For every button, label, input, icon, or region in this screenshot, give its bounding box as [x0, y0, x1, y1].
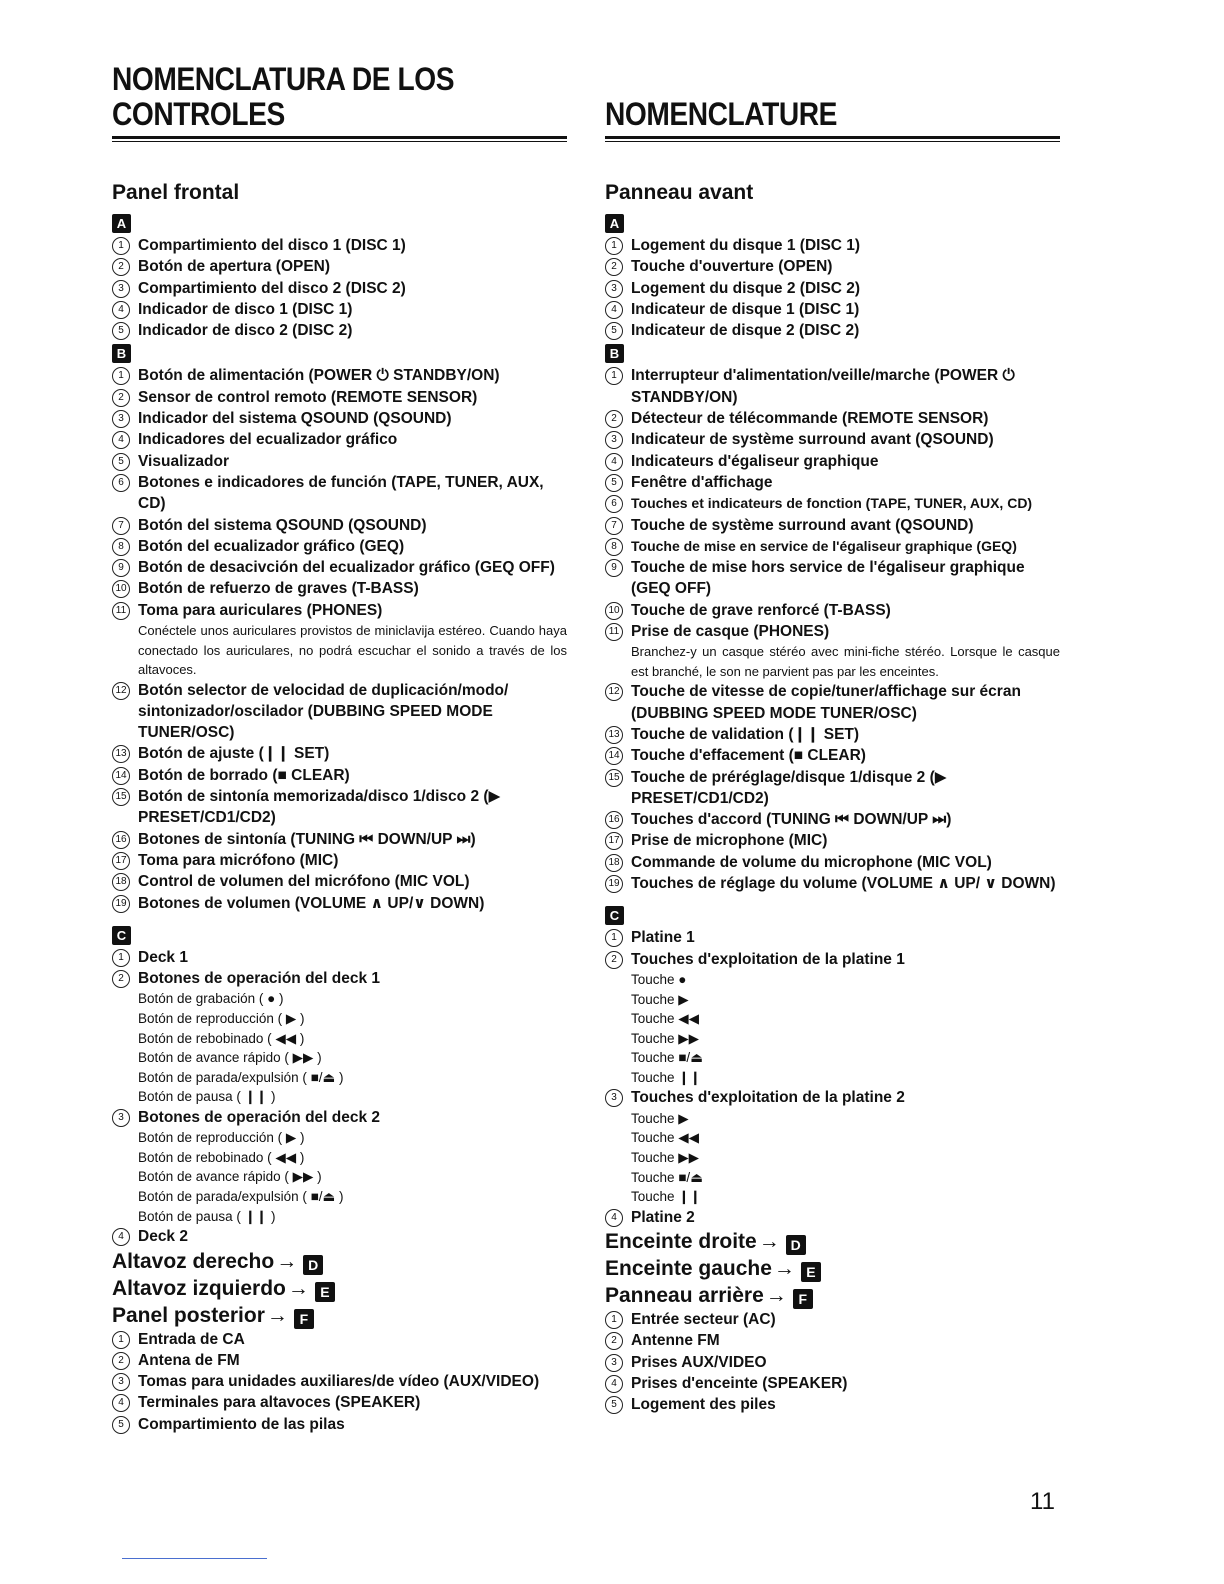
item-number: 19 — [605, 875, 623, 893]
list-item — [112, 408, 567, 429]
list-item — [605, 621, 1060, 642]
list-item — [605, 1309, 1060, 1330]
item-number: 12 — [112, 682, 130, 700]
item-text: Touche de mise en service de l'égaliseur graphique (GEQ) — [631, 537, 1017, 554]
item-text: Compartimiento del disco 2 (DISC 2) — [138, 279, 406, 297]
deck-button-label: Touche ▶▶ — [631, 1149, 700, 1165]
item-number: 2 — [112, 258, 130, 276]
list-item — [605, 320, 1060, 341]
spanish-title-rule-thin — [112, 141, 567, 142]
item-text: Antena de FM — [138, 1351, 240, 1369]
item-text: Indicateurs d'égaliseur graphique — [631, 452, 879, 470]
spanish-front-heading: Panel frontal — [112, 181, 240, 204]
list-item — [605, 1373, 1060, 1394]
item-text: Deck 1 — [138, 948, 188, 966]
item-text: Indicador del sistema QSOUND (QSOUND) — [138, 410, 452, 428]
item-number: 2 — [605, 951, 623, 969]
item-text: Botones de sintonía (TUNING ⏮ DOWN/UP ⏭) — [138, 830, 476, 848]
list-item — [112, 578, 567, 599]
item-text: Platine 1 — [631, 929, 695, 947]
list-item — [112, 256, 567, 277]
item-text: Prise de microphone (MIC) — [631, 832, 828, 850]
spanish-rear-list — [112, 1329, 567, 1435]
list-item — [112, 387, 567, 408]
list-item — [112, 1226, 567, 1247]
item-number: 6 — [605, 495, 623, 513]
item-number: 1 — [112, 1331, 130, 1349]
spanish-rear-panel-heading — [112, 1302, 567, 1329]
heading-text: Altavoz izquierdo — [112, 1276, 286, 1300]
ref-e-label: E — [315, 1282, 335, 1302]
list-item — [112, 1371, 567, 1392]
item-number: 5 — [605, 322, 623, 340]
spanish-column — [112, 62, 567, 1435]
item-text: Commande de volume du microphone (MIC VOL) — [631, 853, 992, 871]
list-item — [605, 927, 1060, 948]
item-text: Entrada de CA — [138, 1330, 245, 1348]
list-item — [605, 830, 1060, 851]
item-number: 18 — [112, 873, 130, 891]
item-text: Touches d'exploitation de la platine 1 — [631, 950, 905, 968]
item-number: 15 — [112, 788, 130, 806]
deck-button-label: Touche ❙❙ — [631, 1189, 701, 1205]
group-c-label: C — [605, 906, 624, 925]
deck-button-label: Botón de reproducción ( ▶ ) — [138, 1011, 305, 1026]
list-item — [112, 1329, 567, 1350]
item-text: Touches d'accord (TUNING ⏮ DOWN/UP ⏭) — [631, 811, 952, 829]
list-item — [112, 320, 567, 341]
list-item — [112, 850, 567, 871]
item-text: Visualizador — [138, 452, 230, 470]
item-number: 3 — [605, 1089, 623, 1107]
item-text: Prise de casque (PHONES) — [631, 623, 830, 641]
item-text: Botón de borrado (■ CLEAR) — [138, 766, 350, 784]
list-item — [605, 278, 1060, 299]
list-item — [112, 299, 567, 320]
french-title-rule-thin — [605, 141, 1060, 142]
deck-button-label: Botón de parada/expulsión ( ■/⏏ ) — [138, 1189, 344, 1205]
item-text: Touche d'ouverture (OPEN) — [631, 258, 833, 276]
item-number: 2 — [112, 970, 130, 988]
list-item — [605, 724, 1060, 745]
spanish-group-a-list — [112, 235, 567, 341]
arrow-right-icon: → — [758, 1230, 780, 1254]
list-item — [605, 949, 1060, 970]
list-item — [605, 493, 1060, 514]
item-text: Entrée secteur (AC) — [631, 1311, 776, 1329]
group-b-label: B — [605, 344, 624, 363]
item-text: Indicateur de disque 2 (DISC 2) — [631, 322, 860, 340]
item-text: Tomas para unidades auxiliares/de vídeo (AUX/VIDEO) — [138, 1373, 540, 1391]
heading-text: Panel posterior — [112, 1303, 265, 1327]
item-text: Control de volumen del micrófono (MIC VOL) — [138, 873, 470, 891]
french-group-a-list — [605, 235, 1060, 341]
list-item — [605, 451, 1060, 472]
french-title-spacer — [605, 62, 1005, 97]
item-text: Indicador de disco 1 (DISC 1) — [138, 300, 353, 318]
item-number: 16 — [112, 831, 130, 849]
list-item — [112, 743, 567, 764]
arrow-right-icon: → — [266, 1303, 288, 1327]
item-text: Botón selector de velocidad de duplicación/modo/ sintonizador/oscilador (DUBBING SPEED MODE TUNER/OSC) — [138, 681, 509, 742]
list-item — [112, 472, 567, 515]
deck-button-label: Botón de pausa ( ❙❙ ) — [138, 1089, 276, 1105]
list-item — [112, 557, 567, 578]
item-number: 3 — [112, 1109, 130, 1127]
item-text: Logement du disque 1 (DISC 1) — [631, 237, 861, 254]
item-number: 9 — [112, 559, 130, 577]
item-number: 4 — [112, 1394, 130, 1412]
item-number: 3 — [112, 280, 130, 298]
item-number: 5 — [112, 453, 130, 471]
list-item — [605, 873, 1060, 894]
group-b-label: B — [112, 344, 131, 363]
deck-button-label: Touche ◀◀ — [631, 1011, 700, 1027]
ref-d-label: D — [786, 1235, 806, 1255]
list-item — [605, 472, 1060, 493]
item-text: Botones de operación del deck 2 — [138, 1108, 381, 1126]
french-group-c-list — [605, 927, 1060, 1228]
item-text: Platine 2 — [631, 1208, 695, 1226]
item-number: 1 — [605, 929, 623, 947]
french-rear-list — [605, 1309, 1060, 1415]
item-number: 2 — [112, 1352, 130, 1370]
phones-note: Branchez-y un casque stéréo avec mini-fiche stéréo. Lorsque le casque est branché, le son ne parvient pas par les enceintes. — [631, 644, 1060, 679]
item-number: 4 — [605, 453, 623, 471]
item-text: Botones e indicadores de función (TAPE, TUNER, AUX, CD) — [138, 473, 544, 513]
item-number: 5 — [605, 474, 623, 492]
item-number: 3 — [605, 1354, 623, 1372]
list-item — [605, 557, 1060, 600]
item-number: 11 — [112, 602, 130, 620]
spanish-title-line2: CONTROLES — [112, 96, 285, 132]
list-item — [605, 515, 1060, 536]
item-text: Botones de operación del deck 1 — [138, 970, 381, 988]
item-number: 17 — [605, 832, 623, 850]
item-text: Compartimiento del disco 1 (DISC 1) — [138, 237, 406, 254]
item-text: Touche de préréglage/disque 1/disque 2 (▶ PRESET/CD1/CD2) — [631, 768, 947, 807]
deck-button-label: Touche ■/⏏ — [631, 1169, 703, 1185]
list-item — [605, 809, 1060, 830]
ref-e-label: E — [801, 1262, 821, 1282]
french-title-text: NOMENCLATURE — [605, 96, 837, 132]
item-number: 9 — [605, 559, 623, 577]
deck-button-label: Botón de grabación ( ● ) — [138, 991, 284, 1007]
french-right-speaker-heading — [605, 1228, 1060, 1255]
french-column — [605, 62, 1060, 1416]
item-text: Touche de système surround avant (QSOUND) — [631, 516, 974, 534]
deck-button-label: Botón de reproducción ( ▶ ) — [138, 1130, 305, 1146]
item-text: Touches et indicateurs de fonction (TAPE, TUNER, AUX, CD) — [631, 495, 1033, 512]
item-number: 4 — [112, 431, 130, 449]
item-text: Indicateur de système surround avant (QSOUND) — [631, 431, 994, 449]
item-number: 4 — [605, 1209, 623, 1227]
item-text: Botón de alimentación (POWER ⏻ STANDBY/ON) — [138, 367, 500, 385]
item-text: Prises AUX/VIDEO — [631, 1353, 767, 1371]
item-text: Touche d'effacement (■ CLEAR) — [631, 747, 866, 765]
ref-f-label: F — [793, 1289, 813, 1309]
item-number: 15 — [605, 769, 623, 787]
list-item — [112, 278, 567, 299]
item-text: Antenne FM — [631, 1332, 720, 1350]
item-text: Indicadores del ecualizador gráfico — [138, 431, 398, 449]
list-item — [112, 786, 567, 829]
item-text: Toma para auriculares (PHONES) — [138, 601, 383, 619]
item-number: 2 — [112, 389, 130, 407]
item-number: 3 — [112, 1373, 130, 1391]
list-item — [605, 681, 1060, 724]
list-item — [605, 600, 1060, 621]
list-item — [605, 408, 1060, 429]
heading-text: Panneau arrière — [605, 1284, 764, 1308]
spanish-group-b-list — [112, 365, 567, 913]
list-item — [112, 451, 567, 472]
list-item — [112, 1350, 567, 1371]
deck-button-label: Botón de parada/expulsión ( ■/⏏ ) — [138, 1069, 344, 1085]
item-number: 2 — [605, 258, 623, 276]
item-text: Logement des piles — [631, 1396, 776, 1414]
list-item — [605, 365, 1060, 408]
item-text: Touche de validation (❙❙ SET) — [631, 725, 860, 743]
item-number: 5 — [112, 322, 130, 340]
list-item — [605, 1394, 1060, 1415]
deck-button-label: Botón de avance rápido ( ▶▶ ) — [138, 1050, 322, 1066]
item-number: 4 — [605, 1375, 623, 1393]
deck-button-label: Touche ❙❙ — [631, 1069, 701, 1085]
group-a-label: A — [112, 214, 131, 233]
list-item — [605, 299, 1060, 320]
deck-button-label: Touche ▶ — [631, 991, 689, 1007]
french-front-heading: Panneau avant — [605, 181, 754, 204]
item-number: 8 — [605, 538, 623, 556]
french-rear-panel-heading — [605, 1282, 1060, 1309]
item-text: Fenêtre d'affichage — [631, 473, 773, 491]
list-item — [112, 1392, 567, 1413]
item-number: 7 — [112, 517, 130, 535]
list-item — [605, 1207, 1060, 1228]
item-number: 13 — [112, 745, 130, 763]
item-text: Botón de ajuste (❙❙ SET) — [138, 745, 330, 763]
item-text: Touches de réglage du volume (VOLUME ∧ UP/ ∨ DOWN) — [631, 875, 1056, 893]
list-item — [112, 235, 567, 256]
item-text: Sensor de control remoto (REMOTE SENSOR) — [138, 388, 478, 406]
item-number: 4 — [605, 301, 623, 319]
item-number: 10 — [605, 602, 623, 620]
item-text: Toma para micrófono (MIC) — [138, 851, 339, 869]
deck-button-label: Botón de rebobinado ( ◀◀ ) — [138, 1030, 305, 1046]
footer-rule — [122, 1558, 267, 1559]
arrow-right-icon: → — [276, 1249, 298, 1273]
item-number: 14 — [605, 747, 623, 765]
heading-text: Enceinte droite — [605, 1230, 757, 1254]
item-text: Botón de apertura (OPEN) — [138, 258, 331, 276]
list-item — [112, 765, 567, 786]
spanish-title — [112, 62, 512, 134]
item-number: 1 — [605, 367, 623, 385]
list-item — [605, 1352, 1060, 1373]
item-text: Interrupteur d'alimentation/veille/marche (POWER ⏻ STANDBY/ON) — [631, 367, 1015, 406]
group-a-label: A — [605, 214, 624, 233]
list-item — [112, 429, 567, 450]
item-text: Compartimiento de las pilas — [138, 1415, 345, 1433]
deck-button-label: Botón de avance rápido ( ▶▶ ) — [138, 1169, 322, 1185]
deck-button-label: Touche ◀◀ — [631, 1130, 700, 1146]
item-number: 3 — [112, 410, 130, 428]
spanish-group-c-list — [112, 947, 567, 1248]
list-item — [112, 365, 567, 386]
heading-text: Altavoz derecho — [112, 1249, 275, 1273]
item-number: 2 — [605, 410, 623, 428]
list-item — [112, 536, 567, 557]
item-number: 17 — [112, 852, 130, 870]
phones-note: Conéctele unos auriculares provistos de miniclavija estéreo. Cuando haya conectado los auriculares, no podrá escuchar el sonido a través de los altavoces. — [138, 623, 567, 678]
item-text: Botón de sintonía memorizada/disco 1/disco 2 (▶ PRESET/CD1/CD2) — [138, 788, 501, 827]
group-c-label: C — [112, 926, 131, 945]
deck-button-label: Touche ■/⏏ — [631, 1050, 703, 1066]
item-number: 4 — [112, 301, 130, 319]
item-number: 5 — [112, 1416, 130, 1434]
item-number: 13 — [605, 726, 623, 744]
french-left-speaker-heading — [605, 1255, 1060, 1282]
item-number: 1 — [112, 949, 130, 967]
list-item — [112, 893, 567, 914]
list-item — [112, 947, 567, 968]
list-item — [605, 1330, 1060, 1351]
list-item — [112, 968, 567, 989]
item-text: Botón del ecualizador gráfico (GEQ) — [138, 537, 405, 555]
item-number: 7 — [605, 517, 623, 535]
item-text: Détecteur de télécommande (REMOTE SENSOR) — [631, 410, 989, 428]
list-item — [112, 1414, 567, 1435]
item-number: 4 — [112, 1228, 130, 1246]
item-text: Botones de volumen (VOLUME ∧ UP/∨ DOWN) — [138, 894, 485, 912]
french-title — [605, 62, 1005, 134]
deck-button-label: Touche ▶▶ — [631, 1030, 700, 1046]
item-text: Logement du disque 2 (DISC 2) — [631, 279, 861, 297]
list-item — [605, 256, 1060, 277]
list-item — [605, 745, 1060, 766]
list-item — [605, 536, 1060, 557]
item-text: Botón del sistema QSOUND (QSOUND) — [138, 516, 427, 534]
item-number: 8 — [112, 538, 130, 556]
item-text: Touches d'exploitation de la platine 2 — [631, 1089, 905, 1107]
list-item — [605, 429, 1060, 450]
item-text: Touche de grave renforcé (T-BASS) — [631, 601, 891, 619]
list-item — [605, 767, 1060, 810]
arrow-right-icon: → — [773, 1257, 795, 1281]
item-number: 1 — [605, 237, 623, 255]
page-number: 11 — [1030, 1488, 1055, 1515]
list-item — [112, 680, 567, 744]
item-text: Indicador de disco 2 (DISC 2) — [138, 322, 353, 340]
item-text: Botón de desacivción del ecualizador gráfico (GEQ OFF) — [138, 559, 555, 577]
item-number: 2 — [605, 1332, 623, 1350]
heading-text: Enceinte gauche — [605, 1257, 772, 1281]
spanish-left-speaker-heading — [112, 1275, 567, 1302]
list-item — [605, 235, 1060, 256]
ref-f-label: F — [294, 1309, 314, 1329]
ref-d-label: D — [303, 1255, 323, 1275]
french-group-b-list — [605, 365, 1060, 894]
item-number: 11 — [605, 623, 623, 641]
item-number: 19 — [112, 895, 130, 913]
french-title-rule — [605, 136, 1060, 139]
item-text: Prises d'enceinte (SPEAKER) — [631, 1374, 848, 1392]
arrow-right-icon: → — [765, 1284, 787, 1308]
item-text: Indicateur de disque 1 (DISC 1) — [631, 300, 860, 318]
item-number: 10 — [112, 580, 130, 598]
list-item — [112, 515, 567, 536]
deck-button-label: Touche ▶ — [631, 1110, 689, 1126]
deck-button-label: Botón de pausa ( ❙❙ ) — [138, 1208, 276, 1224]
item-number: 1 — [112, 237, 130, 255]
item-text: Terminales para altavoces (SPEAKER) — [138, 1394, 421, 1412]
spanish-title-rule — [112, 136, 567, 139]
item-number: 1 — [605, 1311, 623, 1329]
item-number: 16 — [605, 811, 623, 829]
item-text: Deck 2 — [138, 1228, 188, 1246]
item-number: 14 — [112, 767, 130, 785]
spanish-title-line1: NOMENCLATURA DE LOS — [112, 61, 455, 97]
spanish-right-speaker-heading — [112, 1248, 567, 1275]
item-number: 3 — [605, 431, 623, 449]
item-number: 6 — [112, 474, 130, 492]
item-text: Touche de vitesse de copie/tuner/affichage sur écran (DUBBING SPEED MODE TUNER/OSC) — [631, 683, 1021, 722]
item-number: 18 — [605, 854, 623, 872]
deck-button-label: Touche ● — [631, 971, 687, 987]
list-item — [605, 1087, 1060, 1108]
arrow-right-icon: → — [287, 1276, 309, 1300]
list-item — [605, 852, 1060, 873]
deck-button-label: Botón de rebobinado ( ◀◀ ) — [138, 1149, 305, 1165]
item-number: 1 — [112, 367, 130, 385]
item-number: 5 — [605, 1396, 623, 1414]
list-item — [112, 871, 567, 892]
list-item — [112, 1107, 567, 1128]
list-item — [112, 829, 567, 850]
item-text: Botón de refuerzo de graves (T-BASS) — [138, 580, 419, 598]
item-number: 3 — [605, 280, 623, 298]
item-number: 12 — [605, 683, 623, 701]
item-text: Touche de mise hors service de l'égaliseur graphique (GEQ OFF) — [631, 559, 1025, 598]
list-item — [112, 600, 567, 621]
